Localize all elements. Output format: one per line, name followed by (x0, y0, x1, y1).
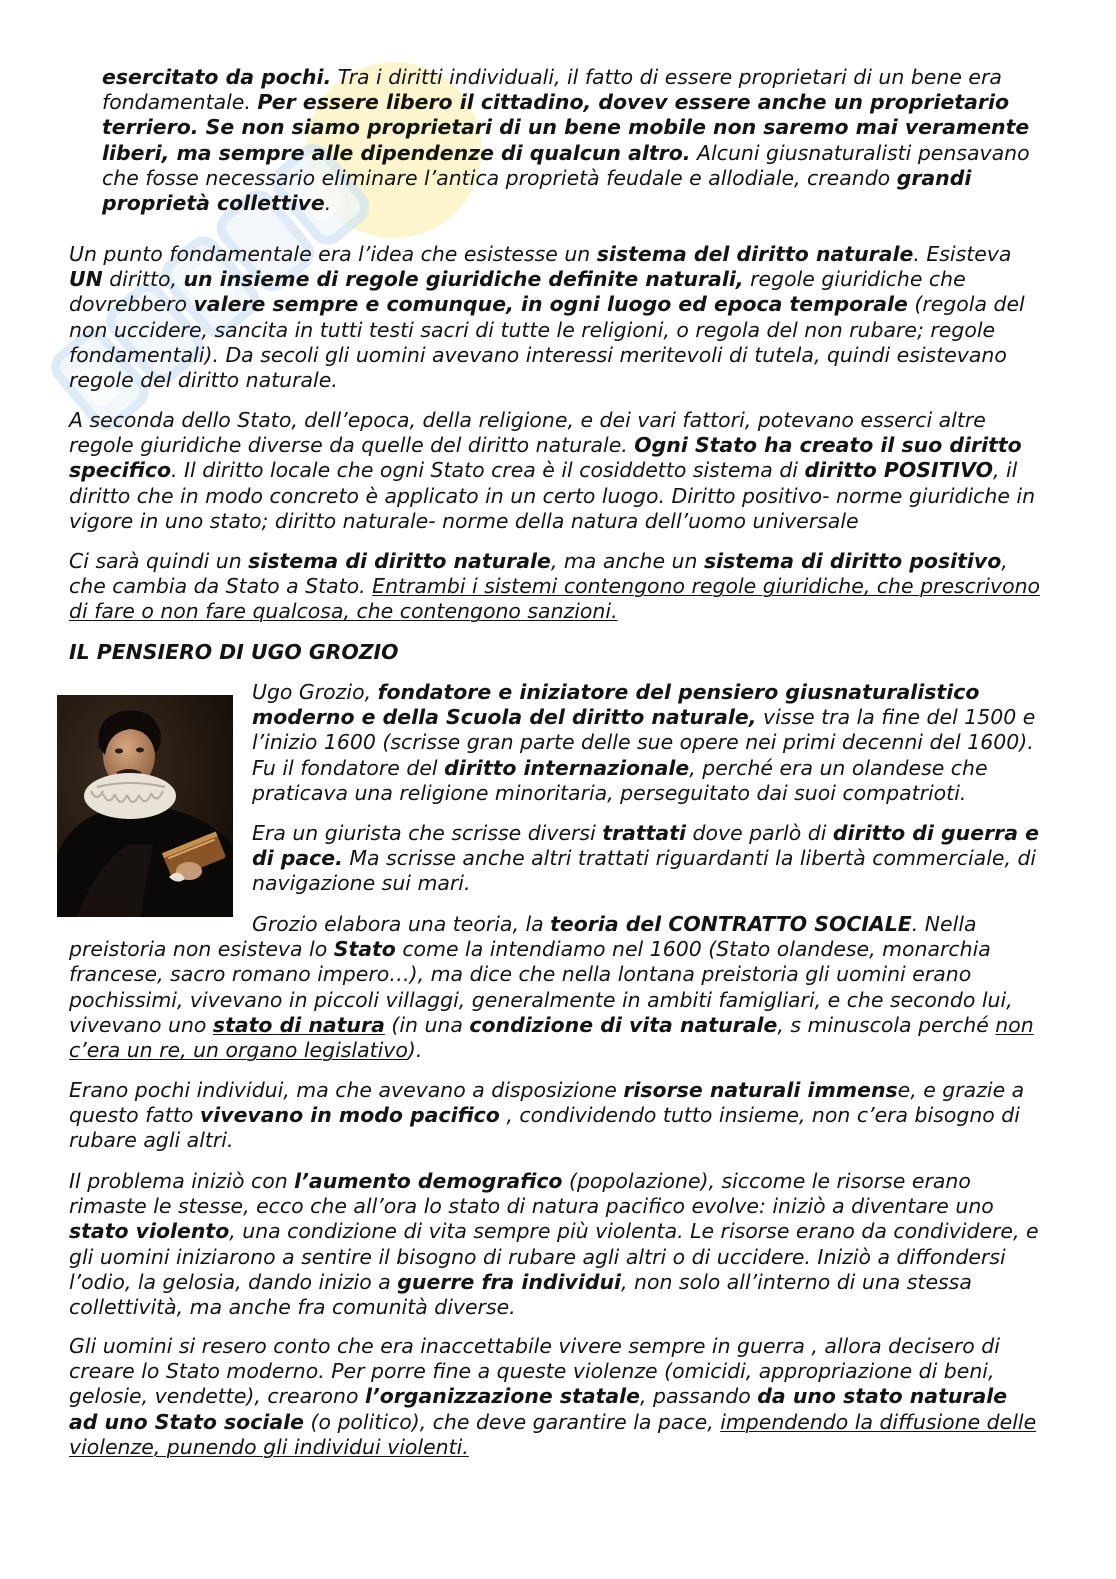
underlined-text: violenze, punendo gli individui violenti. (69, 1434, 469, 1459)
text-line (252, 871, 1039, 896)
text-run: . (324, 190, 332, 215)
text-line (69, 574, 1040, 599)
text-line (252, 821, 1039, 846)
text-run: . Nella (911, 912, 977, 936)
text-run: (in una (384, 1012, 470, 1037)
text-run: , perché era un olandese che (689, 755, 988, 780)
bold-text: ad uno Stato sociale (69, 1409, 304, 1434)
bold-text: diritto internazionale (444, 755, 690, 780)
bold-text: stato di natura (212, 1012, 385, 1037)
bold-text: stato violento (69, 1219, 230, 1244)
bold-text: specifico (69, 458, 172, 483)
text-line (69, 1435, 1036, 1460)
text-line (69, 484, 1035, 509)
text-line (69, 1295, 1039, 1320)
text-line (69, 292, 1025, 317)
text-run: l’inizio 1600 (scrisse gran parte delle sue opere nei primi decenni del 1600). (252, 730, 1034, 755)
text-run: fondamentali). Da secoli gli uomini avevano interessi meritevoli di tutela, quindi esistevano (69, 342, 1007, 367)
text-line (102, 90, 1030, 115)
bold-text: un insieme di regole giuridiche definite naturali, (183, 267, 744, 292)
text-line (69, 433, 1035, 458)
paragraph (69, 1334, 1036, 1460)
bold-text: trattati (602, 821, 686, 845)
text-line (102, 115, 1030, 140)
text-run: Ugo Grozio, (252, 680, 378, 704)
text-run: (regola del (907, 292, 1025, 317)
text-run: non uccidere, sancita in tutti testi sacri di tutte le religioni, o regola del non rubare; regole (69, 317, 996, 342)
text-run: Gli uomini si resero conto che era inaccettabile vivere sempre in guerra , allora decisero di (69, 1334, 1000, 1358)
text-line (69, 1270, 1039, 1295)
text-run: pochissimi, vivevano in piccoli villaggi, generalmente in ambiti famigliari, e che secondo lui, (69, 987, 1013, 1012)
text-line (69, 1128, 1024, 1153)
text-line (69, 599, 1040, 624)
paragraph (69, 1078, 1024, 1154)
ugo-grozio-portrait (57, 695, 233, 917)
bold-text: diritto di guerra e (832, 821, 1040, 845)
text-run: l’odio, la gelosia, dando inizio a (69, 1269, 398, 1294)
bold-text: teoria del CONTRATTO SOCIALE (550, 912, 912, 936)
text-line (69, 458, 1035, 483)
text-run: regole giuridiche diverse da quelle del diritto naturale. (69, 433, 635, 458)
underlined-text: di fare o non fare qualcosa, che contengono sanzioni. (69, 599, 618, 624)
text-run: collettività, ma anche fra comunità diverse. (69, 1294, 516, 1319)
text-run: fondamentale. (102, 90, 258, 115)
text-run: , condividendo tutto insieme, non c’era bisogno di (499, 1103, 1020, 1128)
bold-text: vivevano in modo pacifico (199, 1103, 500, 1128)
text-run: dove parlò di (686, 821, 833, 845)
text-run: questo fatto (69, 1103, 200, 1128)
text-line (69, 912, 1034, 937)
text-run: Fu il fondatore del (252, 755, 445, 780)
bold-text: fondatore e iniziatore del pensiero giusnaturalistico (377, 680, 980, 704)
bold-text: sistema di diritto positivo (703, 549, 1002, 573)
text-run: visse tra la fine del 1500 e (756, 705, 1036, 730)
text-line (69, 267, 1025, 292)
text-line (69, 962, 1034, 987)
underlined-text: c’era un re, un organo legislativo (69, 1037, 408, 1062)
text-run: (popolazione), siccome le risorse erano (562, 1169, 971, 1193)
underlined-text: impendendo la diffusione delle (720, 1409, 1037, 1434)
text-run: , una condizione di vita sempre più violenta. Le risorse erano da condividere, e (229, 1219, 1039, 1244)
text-run: (o politico), che deve garantire la pace, (303, 1409, 721, 1434)
text-run: regole del diritto naturale. (69, 367, 338, 392)
text-line (69, 408, 1035, 433)
text-line (69, 242, 1025, 267)
text-run: navigazione sui mari. (252, 871, 471, 896)
text-run: vigore in uno stato; diritto naturale- norme della natura dell’uomo universale (69, 508, 859, 533)
text-line (69, 1245, 1039, 1270)
bold-text: da uno stato naturale (757, 1384, 1008, 1409)
text-run: ). (407, 1037, 423, 1062)
bold-text: Ogni Stato ha creato il suo diritto (634, 433, 1022, 458)
text-run: vivevano uno (69, 1012, 213, 1037)
text-run: , non solo all’interno di una stessa (621, 1269, 972, 1294)
text-line (69, 1169, 1039, 1194)
text-run: . Esisteva (913, 242, 1012, 266)
text-line (102, 191, 1030, 216)
text-run: gli uomini iniziarono a sentire il bisogno di rubare agli altri o di uccidere. Iniziò a diffondersi (69, 1244, 1006, 1269)
text-line (69, 549, 1040, 574)
text-line (102, 166, 1030, 191)
bold-text: condizione di vita naturale (469, 1012, 778, 1037)
text-line (69, 368, 1025, 393)
bold-text: di pace. (252, 846, 343, 871)
text-run: rimaste le stesse, ecco che all’ora lo stato di natura pacifico evolve: iniziò a diventare uno (69, 1194, 994, 1219)
text-run: praticava una religione minoritaria, perseguitato dai suoi compatrioti. (252, 780, 967, 805)
text-run: , (1001, 549, 1008, 573)
text-line (69, 937, 1034, 962)
paragraph (252, 821, 1039, 897)
text-run: Ci sarà quindi un (69, 549, 249, 573)
text-line (69, 1038, 1034, 1063)
text-run: Erano pochi individui, ma che avevano a disposizione (69, 1078, 624, 1102)
text-run: , s minuscola perché (777, 1012, 996, 1037)
bold-text: moderno e della Scuola del diritto naturale, (252, 705, 757, 730)
bold-text: proprietà collettive (102, 190, 325, 215)
text-run: rubare agli altri. (69, 1128, 234, 1153)
bold-text: diritto POSITIVO (804, 458, 993, 483)
paragraph (69, 242, 1025, 393)
text-line (69, 1359, 1036, 1384)
text-run: Alcuni giusnaturalisti pensavano (690, 140, 1030, 165)
section-heading: IL PENSIERO DI UGO GROZIO (69, 640, 399, 664)
text-line (69, 1078, 1024, 1103)
text-run: . Il diritto locale che ogni Stato crea è il cosiddetto sistema di (171, 458, 805, 483)
text-line (69, 1013, 1034, 1038)
text-line (69, 343, 1025, 368)
paragraph (69, 549, 1040, 625)
text-line (252, 756, 1035, 781)
bold-text: grandi (896, 165, 972, 190)
text-run: , passando (640, 1384, 758, 1409)
text-run: come la intendiamo nel 1600 (Stato olandese, monarchia (395, 937, 991, 962)
underlined-text: Entrambi i sistemi contengono regole giuridiche, che prescrivono (372, 574, 1041, 599)
text-run: che fosse necessario eliminare l’antica proprietà feudale e allodiale, creando (102, 165, 897, 190)
paragraph (252, 680, 1035, 806)
bold-text: sistema del diritto naturale (596, 242, 914, 266)
text-line (69, 988, 1034, 1013)
bold-text: risorse naturali immens (623, 1078, 898, 1102)
text-run: , ma anche un (550, 549, 704, 573)
text-run: Grozio elabora una teoria, la (252, 912, 551, 936)
text-line (102, 65, 1030, 90)
bold-text: Stato (333, 937, 396, 962)
text-run: Era un giurista che scrisse diversi (252, 821, 603, 845)
text-run: diritto che in modo concreto è applicato in un certo luogo. Diritto positivo- norme giuridiche in (69, 483, 1036, 508)
text-line (69, 318, 1025, 343)
underlined-text: non (995, 1012, 1034, 1037)
text-run: dovrebbero (69, 292, 194, 317)
paragraph (69, 912, 1034, 1063)
text-line (69, 1334, 1036, 1359)
text-line (252, 846, 1039, 871)
paragraph (69, 408, 1035, 534)
text-line (69, 1194, 1039, 1219)
text-line (69, 1410, 1036, 1435)
text-line (69, 509, 1035, 534)
text-line (252, 730, 1035, 755)
text-line (252, 781, 1035, 806)
text-run: creare lo Stato moderno. Per porre fine a queste violenze (omicidi, appropriazione di beni, (69, 1359, 995, 1384)
text-line (252, 705, 1035, 730)
paragraph (69, 1169, 1039, 1320)
text-run: gelosie, vendette), crearono (69, 1384, 365, 1409)
bold-text: guerre fra individui (397, 1269, 622, 1294)
text-run: preistoria non esisteva lo (69, 937, 334, 962)
bold-text: terriero. Se non siamo proprietari di un bene mobile non saremo mai veramente (102, 115, 1030, 140)
text-run: Un punto fondamentale era l’idea che esistesse un (69, 242, 597, 266)
text-run: che cambia da Stato a Stato. (69, 574, 373, 599)
bold-text: valere sempre e comunque, in ogni luogo ed epoca temporale (193, 292, 908, 317)
bold-text: sistema di diritto naturale (248, 549, 551, 573)
bold-text: UN (69, 267, 103, 292)
bold-text: esercitato da pochi. (102, 65, 332, 89)
bold-text: liberi, ma sempre alle dipendenze di qualcun altro. (102, 140, 691, 165)
text-run: Il problema iniziò con (69, 1169, 295, 1193)
text-run: , il (992, 458, 1018, 483)
text-run: Ma scrisse anche altri trattati riguardanti la libertà commerciale, di (342, 846, 1037, 871)
bold-text: Per essere libero il cittadino, dovev essere anche un proprietario (257, 90, 1009, 115)
text-line (69, 1384, 1036, 1409)
text-run: A seconda dello Stato, dell’epoca, della religione, e dei vari fattori, potevano esserci altre (69, 408, 986, 432)
paragraph (102, 65, 1030, 216)
text-run: Tra i diritti individuali, il fatto di essere proprietari di un bene era (331, 65, 1002, 89)
text-run: diritto, (102, 267, 184, 292)
text-run: regole giuridiche che (743, 267, 966, 292)
text-line (252, 680, 1035, 705)
text-line (69, 1103, 1024, 1128)
text-line (69, 1219, 1039, 1244)
text-run: francese, sacro romano impero…), ma dice che nella lontana preistoria gli uomini erano (69, 962, 972, 987)
bold-text: l’aumento demografico (294, 1169, 563, 1193)
text-run: e, e grazie a (897, 1078, 1025, 1102)
bold-text: l’organizzazione statale (364, 1384, 641, 1409)
text-line (102, 141, 1030, 166)
